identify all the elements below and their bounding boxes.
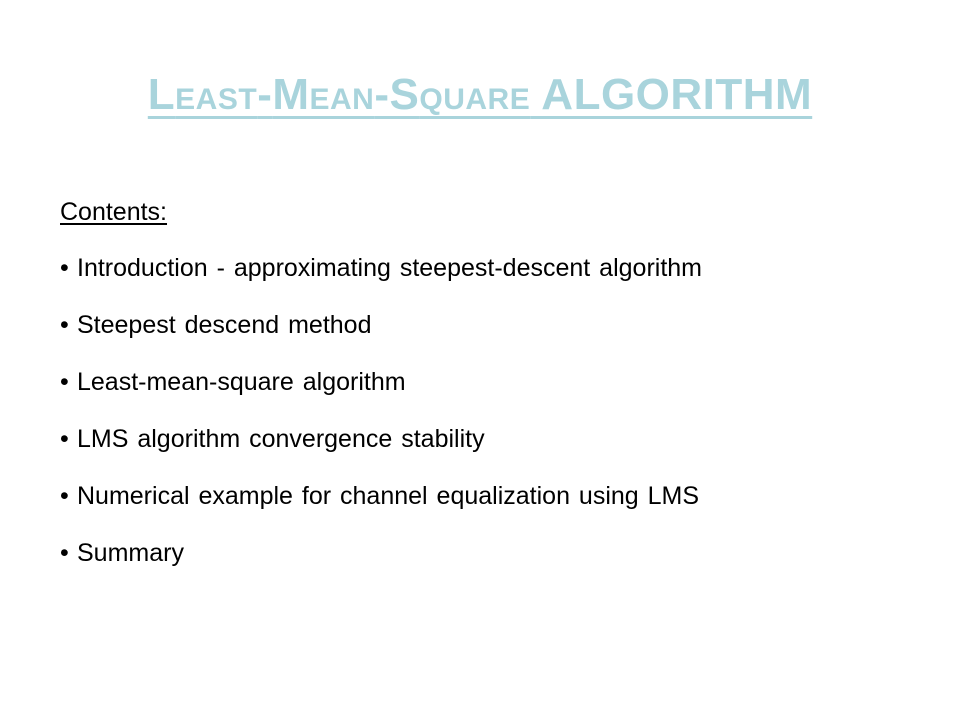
bullet-icon: • bbox=[60, 368, 69, 396]
contents-heading: Contents: bbox=[60, 198, 168, 226]
bullet-icon: • bbox=[60, 311, 69, 339]
list-item-text: Steepest descend method bbox=[77, 311, 372, 339]
list-item bbox=[60, 423, 920, 455]
list-item bbox=[60, 252, 920, 284]
list-item bbox=[60, 309, 920, 341]
bullet-icon: • bbox=[60, 482, 69, 510]
list-item bbox=[60, 480, 920, 512]
list-item-text: LMS algorithm convergence stability bbox=[77, 425, 485, 453]
bullet-icon: • bbox=[60, 254, 69, 282]
title-container bbox=[0, 70, 960, 120]
contents-list bbox=[60, 252, 920, 569]
list-item-text: Summary bbox=[77, 539, 184, 567]
bullet-icon: • bbox=[60, 425, 69, 453]
contents-section bbox=[60, 196, 920, 594]
title-letter: S bbox=[389, 70, 420, 119]
title-smallcaps: EAST bbox=[175, 83, 258, 116]
title-word: ALGORITHM bbox=[530, 70, 813, 119]
list-item-text: Least-mean-square algorithm bbox=[77, 368, 406, 396]
title-letter: L bbox=[147, 70, 176, 119]
list-item bbox=[60, 537, 920, 569]
list-item-text: Numerical example for channel equalization using LMS bbox=[77, 482, 700, 510]
title-letter: M bbox=[272, 70, 310, 119]
title-smallcaps: QUARE bbox=[419, 83, 531, 116]
bullet-icon: • bbox=[60, 539, 69, 567]
list-item-text: Introduction - approximating steepest-descent algorithm bbox=[77, 254, 702, 282]
title-smallcaps: EAN bbox=[309, 83, 375, 116]
title-separator: - bbox=[257, 70, 273, 119]
list-item bbox=[60, 366, 920, 398]
slide-title bbox=[148, 70, 812, 120]
title-separator: - bbox=[374, 70, 390, 119]
